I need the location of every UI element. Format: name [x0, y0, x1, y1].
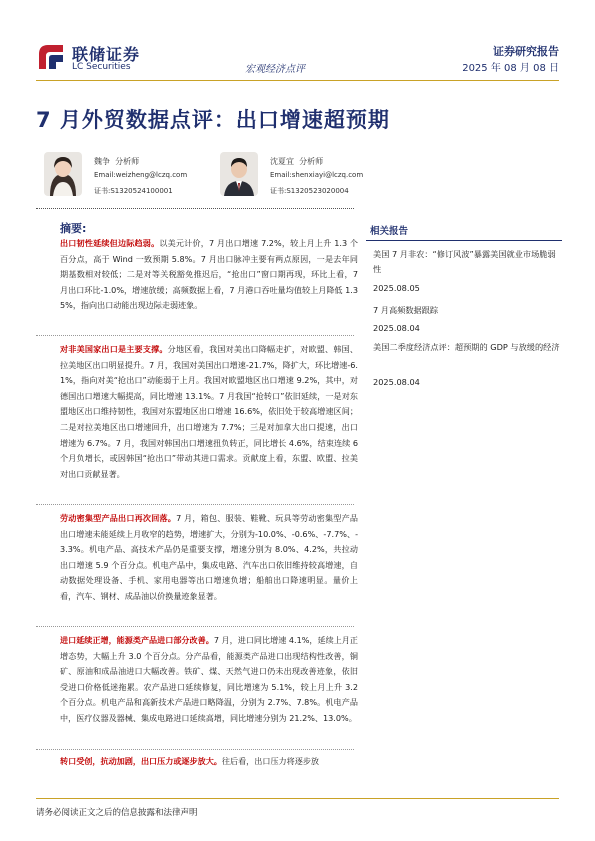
paragraph-text: 以美元计价，7 月出口增速 7.2%，较上月上升 1.3 个百分点，高于 Wind 一致预期 5.8%。7 月出口脉冲主要有两点原因，一是去年同期基数相对较低；二是对等关税豁免推迟后，“抢出口”窗口期再现，环比上看，7 月出口环比-1.0%，增速放缓；高频数据上看，7 月港口吞吐量均值较上月降低 1.35%，指向出口动能出现边际走弱迹象。 [60, 238, 358, 311]
related-reports-heading: 相关报告 [370, 226, 409, 237]
analyst-1-cert: 证书:S1320524100001 [94, 187, 173, 195]
summary-paragraph-1 [60, 236, 358, 314]
paragraph-lead: 转口受创，抗动加剧，出口压力或逐步放大。 [60, 756, 222, 766]
analyst-2-role: 分析师 [299, 157, 324, 166]
disclaimer-notice: 请务必阅读正文之后的信息披露和法律声明 [36, 808, 198, 818]
related-report-date-3: 2025.08.04 [373, 377, 420, 387]
header-divider [36, 80, 559, 81]
summary-paragraph-3 [60, 511, 358, 605]
analyst-2-cert: 证书:S1320523020004 [270, 187, 349, 195]
analyst-1-email[interactable]: Email:weizheng@lczq.com [94, 171, 188, 179]
footer-divider [36, 798, 559, 799]
paragraph-divider [36, 504, 354, 505]
company-logo-icon [36, 42, 66, 72]
related-report-title-1[interactable]: 美国 7 月非农：“修订风波”暴露美国就业市场脆弱性 [373, 249, 556, 274]
sidebar-divider [366, 240, 562, 241]
analyst-2-email[interactable]: Email:shenxiayi@lczq.com [270, 171, 364, 179]
summary-paragraph-5 [60, 754, 358, 770]
summary-paragraph-4 [60, 633, 358, 727]
analyst-1-role: 分析师 [115, 157, 140, 166]
paragraph-lead: 出口韧性延续但边际趋弱。 [60, 238, 160, 248]
report-type: 证券研究报告 [493, 45, 559, 58]
summary-paragraph-2 [60, 342, 358, 482]
paragraph-lead: 进口延续正增，能源类产品进口部分改善。 [60, 635, 214, 645]
related-report-date-1: 2025.08.05 [373, 283, 420, 293]
report-category: 宏观经济点评 [245, 64, 305, 75]
paragraph-text: 往后看，出口压力将逐步放 [221, 756, 320, 766]
analyst-2-name-line [270, 156, 323, 167]
paragraph-divider [36, 749, 354, 750]
company-name-cn: 联储证券 [72, 45, 141, 64]
report-date: 2025 年 08 月 08 日 [462, 63, 559, 74]
report-title: 7 月外贸数据点评：出口增速超预期 [36, 108, 390, 132]
related-report-date-2: 2025.08.04 [373, 323, 420, 333]
paragraph-text: 分地区看，我国对美出口降幅走扩，对欧盟、韩国、拉美地区出口明显提升。7 月，我国对美国出口增速-21.7%，降扩大，环比增速-6.1%，指向对美“抢出口”动能弱于上月。我国对欧盟地区出口增速 9.2%，其中，对德国出口增速大幅提高，同比增速 13.1%。7 月我国“抢转口”依旧延续，一是对东盟地区出口维持韧性，我国对东盟地区出口增速 16.6%，依旧处于较高增速区间；二是对拉美地区出口增速回升，出口增速为 7.7%；三是对加拿大出口提速，出口增速为 6.7%。7 月，我国对韩国出口增速扭负转正，同比增长 4.6%，结束连续 6 个月负增长，或因韩国“抢出口”带动其进口需求。贡献度上看，东盟、欧盟、拉美对出口贡献显著。 [60, 344, 358, 479]
paragraph-lead: 劳动密集型产品出口再次回落。 [60, 513, 177, 523]
related-report-title-3[interactable]: 美国二季度经济点评：超预期的 GDP 与放缓的经济 [373, 342, 560, 352]
analyst-portrait-icon [220, 152, 258, 196]
analyst-photo-1 [44, 152, 82, 196]
related-report-title-2[interactable]: 7 月高频数据跟踪 [373, 305, 439, 315]
analyst-2-name: 沈夏宜 [270, 157, 294, 166]
analyst-photo-2 [220, 152, 258, 196]
company-name-en: LC Securities [72, 62, 131, 72]
analyst-1-name: 魏争 [94, 157, 110, 166]
analyst-1-name-line [94, 156, 139, 167]
paragraph-lead: 对非美国家出口是主要支撑。 [60, 344, 168, 354]
analyst-divider [36, 208, 354, 209]
summary-heading: 摘要: [60, 222, 87, 235]
paragraph-text: 7 月，进口同比增速 4.1%，延续上月正增态势，大幅上升 3.0 个百分点。分产品看，能源类产品进口出现结构性改善，铜矿、原油和成品油进口大幅改善。铁矿、煤、天然气进口仍未出现改善迹象，依旧受进口价格低迷拖累。农产品进口延续修复，同比增速为 5.1%，较上月上升 3.2 个百分点。机电产品和高新技术产品进口略降温，分别为 2.7%、7.8%。机电产品中，医疗仪器及器械、集成电路进口延续高增，同比增速分别为 21.2%、13.0%。 [60, 635, 358, 723]
paragraph-divider [36, 335, 354, 336]
analyst-portrait-icon [44, 152, 82, 196]
paragraph-text: 7 月，箱包、服装、鞋靴、玩具等劳动密集型产品出口增速未能延续上月收窄的趋势，增速扩大，分别为-10.0%、-0.6%、-7.7%、-3.3%。机电产品、高技术产品仍是重要支撑，增速分别为 8.0%、4.2%，共拉动出口增速 5.9 个百分点。机电产品中，集成电路、汽车出口依旧维持较高增速，自动数据处理设备、手机、家用电器等出口增速负增；船舶出口降速明显。量价上看，汽车、钢材、成品油以价换量迹象显著。 [60, 513, 358, 601]
paragraph-divider [36, 626, 354, 627]
